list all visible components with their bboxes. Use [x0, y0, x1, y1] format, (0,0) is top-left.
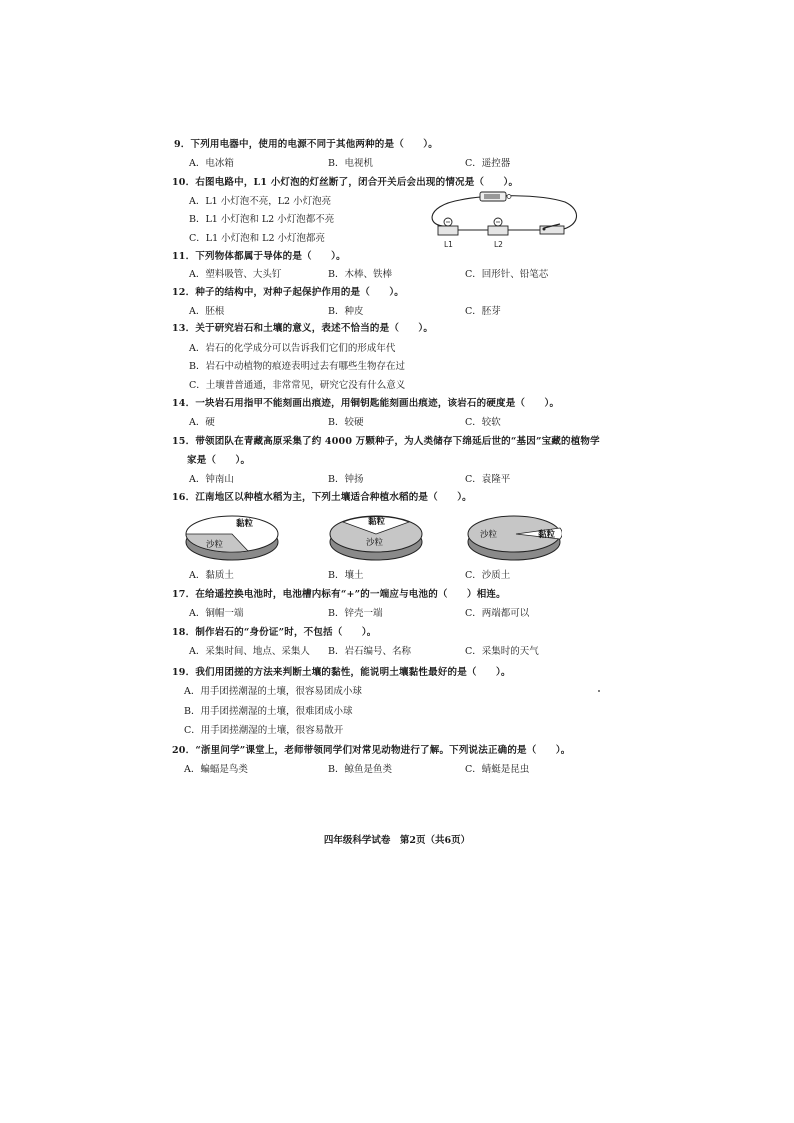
soil-chart-a	[184, 512, 280, 564]
question-17-option-c: C．两端都可以	[465, 608, 530, 619]
question-19-option-b: B．用手团搓潮湿的土壤，很难团成小球	[184, 706, 353, 717]
question-10-option-a: A．L1 小灯泡不亮，L2 小灯泡亮	[189, 196, 332, 207]
bulb-l1-icon	[438, 218, 458, 235]
question-12-option-c: C．胚芽	[465, 306, 501, 317]
question-15-stem-line-1: 15．带领团队在青藏高原采集了约 4000 万颗种子，为人类储存下绵延后世的“基因”宝藏的植物学	[172, 436, 600, 447]
question-19-option-a: A．用手团搓潮湿的土壤，很容易团成小球	[184, 686, 362, 697]
question-18-stem: 18．制作岩石的“身份证”时，不包括（ ）。	[172, 627, 377, 638]
battery-icon	[480, 192, 511, 201]
question-12-option-a: A．胚根	[189, 306, 225, 317]
question-20-option-a: A．蝙蝠是鸟类	[184, 764, 248, 775]
question-10-option-c: C．L1 小灯泡和 L2 小灯泡都亮	[189, 233, 326, 244]
circuit-diagram	[420, 188, 580, 252]
soil-chart-c	[466, 512, 562, 564]
question-9-option-b: B．电视机	[328, 158, 373, 169]
question-20-option-b: B．鲸鱼是鱼类	[328, 764, 392, 775]
question-19-stem: 19．我们用团搓的方法来判断土壤的黏性，能说明土壤黏性最好的是（ ）。	[172, 667, 511, 678]
question-10-option-b: B．L1 小灯泡和 L2 小灯泡都不亮	[189, 214, 335, 225]
question-14-option-b: B．较硬	[328, 417, 364, 428]
question-13-option-b: B．岩石中动植物的痕迹表明过去有哪些生物存在过	[189, 361, 405, 372]
page-footer: 四年级科学试卷 第2页（共6页）	[323, 835, 471, 846]
question-14-stem: 14．一块岩石用指甲不能刻画出痕迹，用铜钥匙能刻画出痕迹，该岩石的硬度是（ ）。	[172, 398, 560, 409]
question-15-option-b: B．钟扬	[328, 474, 364, 485]
question-13-option-a: A．岩石的化学成分可以告诉我们它们的形成年代	[189, 343, 396, 354]
question-14-option-a: A．硬	[189, 417, 215, 428]
question-16-stem: 16．江南地区以种植水稻为主，下列土壤适合种植水稻的是（ ）。	[172, 492, 472, 503]
question-11-stem: 11．下列物体都属于导体的是（ ）。	[172, 251, 346, 262]
question-19-option-c: C．用手团搓潮湿的土壤，很容易散开	[184, 725, 344, 736]
question-14-option-c: C．较软	[465, 417, 501, 428]
l1-label: L1	[444, 240, 453, 249]
question-18-option-a: A．采集时间、地点、采集人	[189, 646, 310, 657]
question-9-option-a: A．电冰箱	[189, 158, 234, 169]
question-11-option-b: B．木棒、铁棒	[328, 269, 392, 280]
question-18-option-b: B．岩石编号、名称	[328, 646, 411, 657]
question-13-option-c: C．土壤普普通通，非常常见，研究它没有什么意义	[189, 380, 406, 391]
scan-speck	[598, 690, 600, 692]
question-9-option-c: C．遥控器	[465, 158, 511, 169]
soil-b-clay-label: 黏粒	[368, 517, 386, 527]
soil-a-clay-label: 黏粒	[236, 519, 254, 529]
question-12-option-b: B．种皮	[328, 306, 364, 317]
question-17-stem: 17．在给遥控换电池时，电池槽内标有“+”的一端应与电池的（ ）相连。	[172, 589, 506, 600]
question-11-option-a: A．塑料吸管、大头钉	[189, 269, 282, 280]
question-17-option-b: B．锌壳一端	[328, 608, 383, 619]
question-16-option-a: A．黏质土	[189, 570, 234, 581]
question-13-stem: 13．关于研究岩石和土壤的意义，表述不恰当的是（ ）。	[172, 323, 434, 334]
question-17-option-a: A．铜帽一端	[189, 608, 244, 619]
soil-chart-b	[328, 512, 424, 564]
question-9-stem: 9．下列用电器中，使用的电源不同于其他两种的是（ ）。	[174, 139, 438, 150]
question-16-option-b: B．壤土	[328, 570, 364, 581]
soil-c-sand-label: 沙粒	[480, 530, 498, 540]
question-10-stem: 10．右图电路中，L1 小灯泡的灯丝断了，闭合开关后会出现的情况是（ ）。	[172, 177, 519, 188]
question-18-option-c: C．采集时的天气	[465, 646, 539, 657]
soil-a-sand-label: 沙粒	[206, 540, 224, 550]
question-16-option-c: C．沙质土	[465, 570, 511, 581]
bulb-l2-icon	[488, 218, 508, 235]
soil-b-sand-label: 沙粒	[366, 538, 384, 548]
question-15-option-a: A．钟南山	[189, 474, 234, 485]
question-20-stem: 20．“浙里问学”课堂上，老师带领同学们对常见动物进行了解。下列说法正确的是（ ）。	[172, 745, 571, 756]
question-15-stem-line-2: 家是（ ）。	[187, 455, 251, 466]
switch-icon	[540, 224, 564, 234]
question-20-option-c: C．蜻蜓是昆虫	[465, 764, 530, 775]
soil-c-clay-label: 黏粒	[538, 530, 556, 540]
l2-label: L2	[494, 240, 503, 249]
question-12-stem: 12．种子的结构中，对种子起保护作用的是（ ）。	[172, 287, 404, 298]
question-11-option-c: C．回形针、铅笔芯	[465, 269, 549, 280]
question-15-option-c: C．袁隆平	[465, 474, 511, 485]
